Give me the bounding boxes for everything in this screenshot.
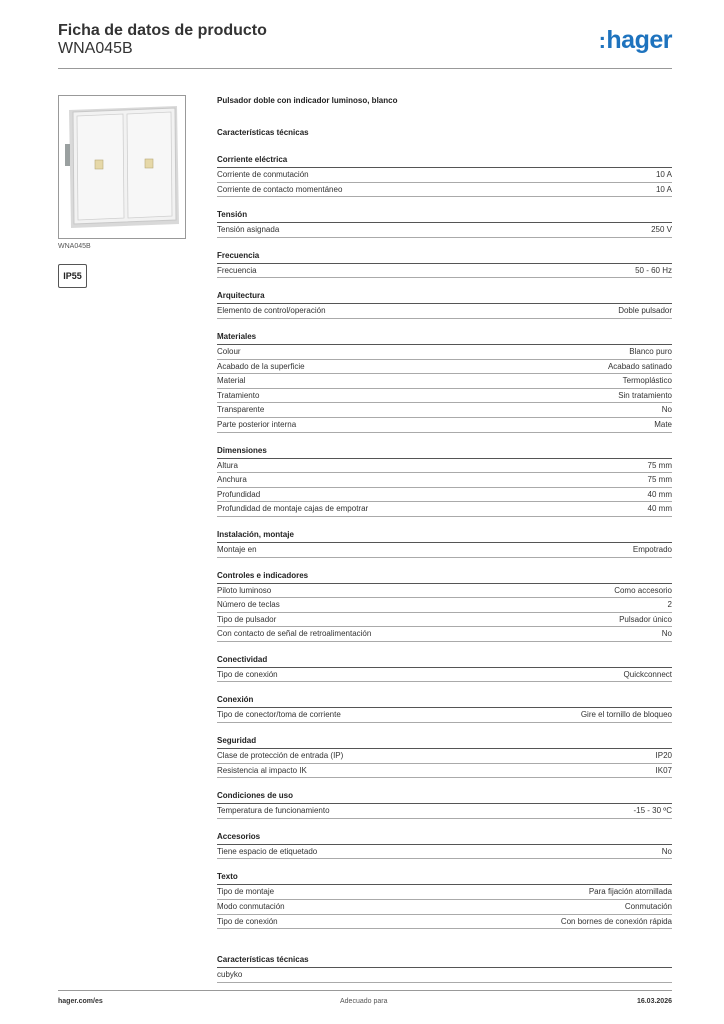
spec-label: Profundidad de montaje cajas de empotrar bbox=[217, 504, 369, 514]
spec-value: IK07 bbox=[655, 765, 672, 775]
section-title: Dimensiones bbox=[217, 445, 672, 459]
spec-row bbox=[217, 473, 672, 488]
section-title: Corriente eléctrica bbox=[217, 154, 672, 168]
spec-section bbox=[217, 445, 672, 517]
section-title: Tensión bbox=[217, 209, 672, 223]
spec-row bbox=[217, 223, 672, 238]
spec-section bbox=[217, 735, 672, 778]
spec-value: 10 A bbox=[655, 170, 672, 179]
spec-value: Como accesorio bbox=[614, 585, 672, 595]
spec-value: 40 mm bbox=[647, 489, 672, 499]
spec-row bbox=[217, 627, 672, 642]
section-title: Conexión bbox=[217, 694, 672, 708]
spec-label: Tipo de conexión bbox=[217, 916, 278, 926]
spec-section bbox=[217, 209, 672, 238]
spec-label: Número de teclas bbox=[217, 600, 280, 610]
spec-label: Resistencia al impacto IK bbox=[217, 765, 307, 775]
section-title: Seguridad bbox=[217, 735, 672, 749]
product-image bbox=[58, 95, 186, 239]
spec-value: Conmutación bbox=[624, 902, 672, 912]
spec-value: 2 bbox=[667, 600, 672, 610]
spec-row bbox=[217, 749, 672, 764]
spec-row bbox=[217, 968, 672, 983]
section-title: Características técnicas bbox=[217, 954, 672, 968]
hager-logo bbox=[599, 26, 672, 55]
spec-section bbox=[217, 831, 672, 860]
section-title: Accesorios bbox=[217, 831, 672, 845]
spec-row bbox=[217, 168, 672, 183]
spec-section bbox=[217, 529, 672, 558]
section-title: Condiciones de uso bbox=[217, 790, 672, 804]
spec-value: Pulsador único bbox=[619, 614, 672, 624]
section-title: Instalación, montaje bbox=[217, 529, 672, 543]
spec-label: Elemento de control/operación bbox=[217, 306, 326, 316]
spec-value: Doble pulsador bbox=[618, 306, 672, 316]
product-code: WNA045B bbox=[58, 40, 133, 57]
spec-row bbox=[217, 389, 672, 404]
spec-value: Quickconnect bbox=[623, 669, 672, 679]
spec-row bbox=[217, 804, 672, 819]
spec-value: No bbox=[661, 846, 672, 856]
spec-label: Tiene espacio de etiquetado bbox=[217, 846, 318, 856]
spec-sections bbox=[217, 154, 672, 929]
spec-row bbox=[217, 613, 672, 628]
spec-label: Parte posterior interna bbox=[217, 419, 297, 429]
spec-row bbox=[217, 598, 672, 613]
spec-label: Montaje en bbox=[217, 544, 257, 554]
spec-row bbox=[217, 845, 672, 860]
spec-value: 10 A bbox=[655, 184, 672, 194]
spec-value: Blanco puro bbox=[629, 346, 672, 356]
spec-value: No bbox=[661, 629, 672, 639]
spec-row bbox=[217, 543, 672, 558]
spec-label: cubyko bbox=[217, 970, 243, 980]
spec-row bbox=[217, 183, 672, 198]
footer-divider bbox=[58, 990, 672, 991]
spec-row bbox=[217, 915, 672, 930]
spec-row bbox=[217, 360, 672, 375]
spec-row bbox=[217, 264, 672, 279]
spec-value: Termoplástico bbox=[622, 376, 672, 386]
product-description: Pulsador doble con indicador luminoso, blanco bbox=[217, 96, 398, 105]
spec-row bbox=[217, 374, 672, 389]
spec-label: Piloto luminoso bbox=[217, 585, 272, 595]
spec-label: Modo conmutación bbox=[217, 902, 285, 912]
section-title: Frecuencia bbox=[217, 250, 672, 264]
spec-label: Temperatura de funcionamiento bbox=[217, 806, 330, 816]
spec-section bbox=[217, 790, 672, 819]
spec-value: Para fijación atornillada bbox=[588, 887, 672, 897]
spec-value: 50 - 60 Hz bbox=[635, 265, 672, 275]
spec-value: Sin tratamiento bbox=[618, 390, 672, 400]
spec-row bbox=[217, 764, 672, 779]
section-title: Materiales bbox=[217, 331, 672, 345]
spec-value: Gire el tornillo de bloqueo bbox=[580, 710, 672, 720]
spec-section bbox=[217, 154, 672, 197]
spec-label: Material bbox=[217, 376, 246, 386]
spec-label: Tensión asignada bbox=[217, 225, 280, 235]
spec-section bbox=[217, 250, 672, 279]
spec-label: Frecuencia bbox=[217, 265, 257, 275]
spec-content bbox=[217, 96, 672, 983]
spec-label: Tipo de pulsador bbox=[217, 614, 277, 624]
section-title: Controles e indicadores bbox=[217, 570, 672, 584]
spec-value: No bbox=[661, 405, 672, 415]
spec-section bbox=[217, 694, 672, 723]
section-title: Arquitectura bbox=[217, 290, 672, 304]
spec-value: 250 V bbox=[651, 225, 672, 235]
spec-label: Acabado de la superficie bbox=[217, 361, 305, 371]
image-caption: WNA045B bbox=[58, 243, 91, 250]
spec-label: Altura bbox=[217, 460, 238, 470]
spec-label: Tipo de montaje bbox=[217, 887, 275, 897]
characteristics-title: Características técnicas bbox=[217, 128, 309, 137]
header-divider bbox=[58, 68, 672, 69]
spec-row bbox=[217, 900, 672, 915]
spec-row bbox=[217, 488, 672, 503]
logo-prefix: : bbox=[598, 28, 606, 53]
spec-label: Colour bbox=[217, 346, 241, 356]
spec-row bbox=[217, 418, 672, 433]
spec-section bbox=[217, 871, 672, 929]
spec-value: IP20 bbox=[655, 751, 672, 761]
spec-label: Tratamiento bbox=[217, 390, 260, 400]
footer-date: 16.03.2026 bbox=[636, 998, 672, 1005]
spec-label: Profundidad bbox=[217, 489, 261, 499]
spec-value: Mate bbox=[654, 419, 672, 429]
section-title: Conectividad bbox=[217, 654, 672, 668]
spec-value: Acabado satinado bbox=[607, 361, 672, 371]
spec-section bbox=[217, 570, 672, 642]
spec-row bbox=[217, 345, 672, 360]
footer-suitable-for: Adecuado para bbox=[340, 998, 388, 1005]
spec-label: Transparente bbox=[217, 405, 265, 415]
spec-row bbox=[217, 403, 672, 418]
spec-value: 40 mm bbox=[647, 504, 672, 514]
spec-value: -15 - 30 ºC bbox=[633, 806, 672, 816]
spec-row bbox=[217, 304, 672, 319]
spec-row bbox=[217, 885, 672, 900]
spec-row bbox=[217, 459, 672, 474]
spec-label: Con contacto de señal de retroalimentación bbox=[217, 629, 372, 639]
spec-value: 75 mm bbox=[647, 460, 672, 470]
spec-row bbox=[217, 502, 672, 517]
spec-section bbox=[217, 331, 672, 433]
spec-label: Anchura bbox=[217, 475, 247, 485]
bottom-section bbox=[217, 954, 672, 983]
logo-text: hager bbox=[606, 26, 672, 54]
spec-row bbox=[217, 708, 672, 723]
spec-section bbox=[217, 654, 672, 683]
section-title: Texto bbox=[217, 871, 672, 885]
spec-label: Corriente de contacto momentáneo bbox=[217, 184, 343, 194]
push-button-illustration bbox=[59, 96, 185, 238]
spec-value: Empotrado bbox=[632, 544, 672, 554]
spec-label: Tipo de conexión bbox=[217, 669, 278, 679]
spec-label: Clase de protección de entrada (IP) bbox=[217, 751, 344, 761]
footer-website[interactable]: hager.com/es bbox=[58, 998, 103, 1005]
ip-rating-badge: IP55 bbox=[58, 264, 87, 288]
spec-label: Tipo de conector/toma de corriente bbox=[217, 710, 341, 720]
spec-row bbox=[217, 584, 672, 599]
spec-value: 75 mm bbox=[647, 475, 672, 485]
page-title: Ficha de datos de producto bbox=[58, 22, 267, 39]
spec-row bbox=[217, 668, 672, 683]
spec-label: Corriente de conmutación bbox=[217, 170, 309, 179]
spec-value: Con bornes de conexión rápida bbox=[560, 916, 672, 926]
spec-section bbox=[217, 290, 672, 319]
